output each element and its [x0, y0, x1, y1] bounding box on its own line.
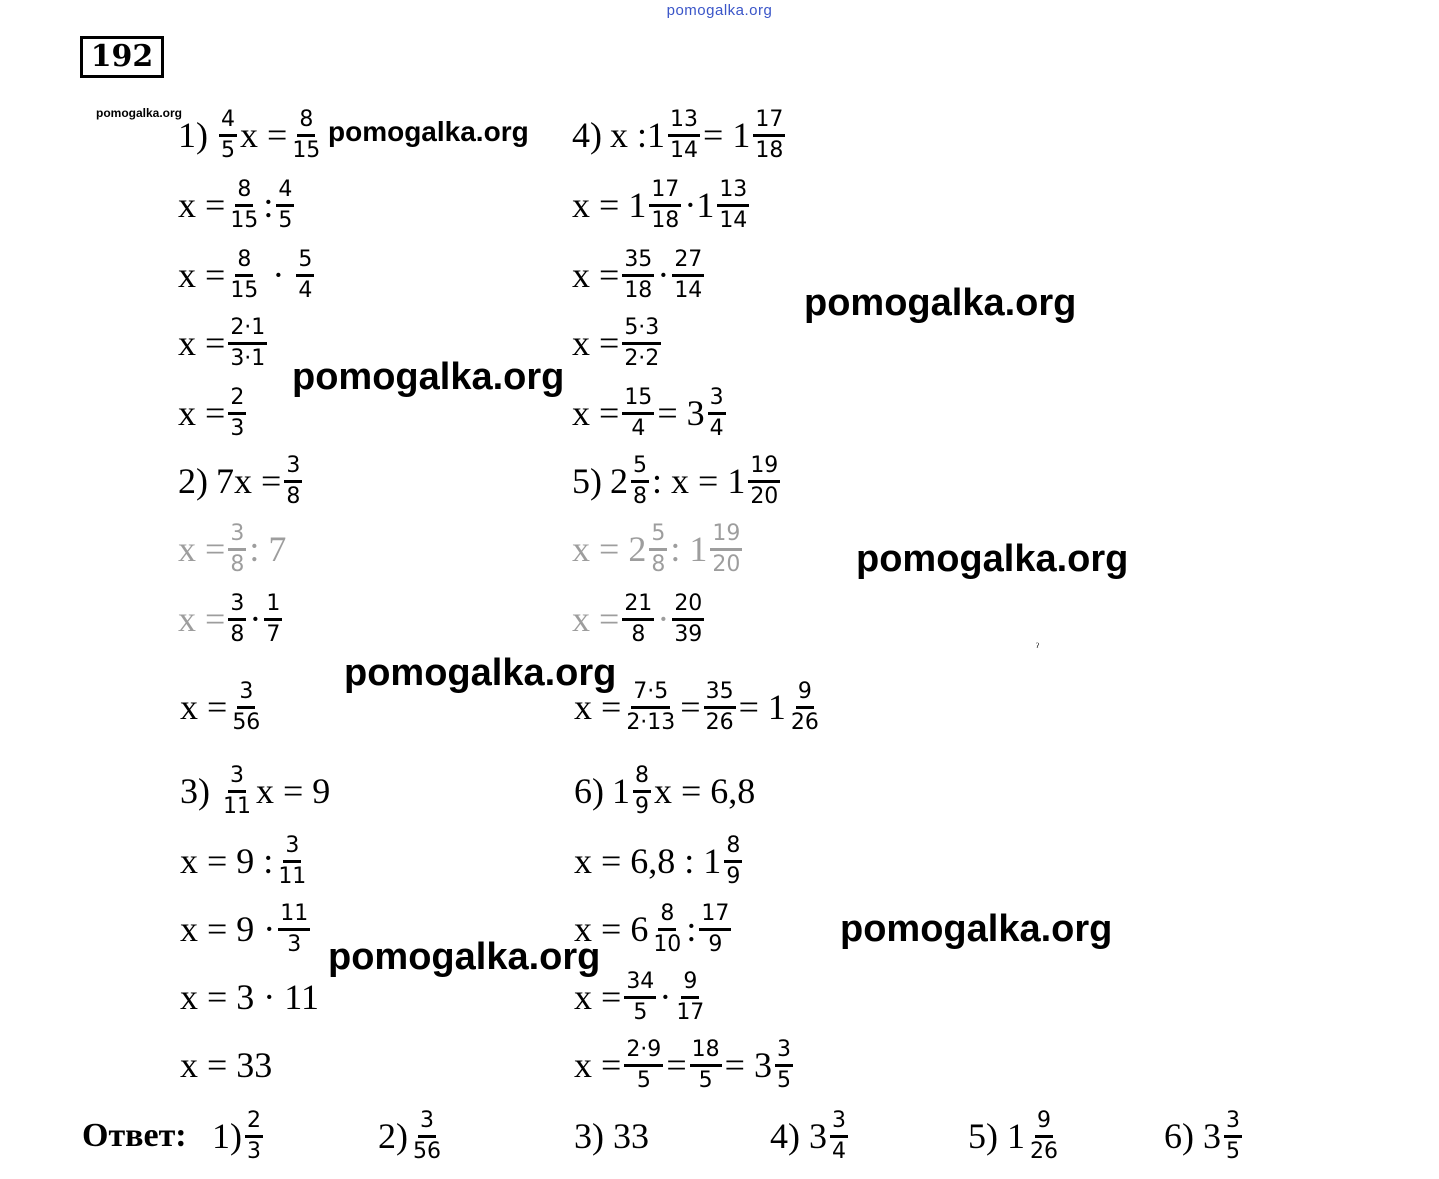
task1-line2: x = $\frac{8}{15}$ : $\frac{4}{5}$: [178, 177, 293, 233]
task5-line3: x = $\frac{21}{8}$ · $\frac{20}{39}$: [572, 591, 703, 647]
answer-6: 6) 3 $\frac{3}{5}$: [1164, 1108, 1240, 1164]
fraction: $\frac{5}{8}$: [651, 521, 666, 577]
fraction: $\frac{17}{18}$: [651, 177, 680, 233]
task6-label: 6): [574, 771, 604, 811]
fraction: $\frac{8}{9}$: [726, 833, 741, 889]
task4-line5: x = $\frac{15}{4}$ = 3 $\frac{3}{4}$: [572, 385, 724, 441]
task4-line2: x = 1 $\frac{17}{18}$ · 1 $\frac{13}{14}$: [572, 177, 748, 233]
stray-mark: ˀ: [1036, 640, 1039, 654]
fraction: $\frac{35}{26}$: [705, 679, 734, 735]
fraction: $\frac{9}{17}$: [676, 969, 705, 1025]
problem-number-box: 192: [80, 36, 164, 78]
answer-line: [82, 1100, 1382, 1172]
task1-line4: x = $\frac{2\cdot 1}{3\cdot 1}$: [178, 315, 266, 371]
fraction: $\frac{9}{26}$: [790, 679, 819, 735]
task2-line3: x = $\frac{3}{8}$ · $\frac{1}{7}$: [178, 591, 281, 647]
task5-line2: x = 2 $\frac{5}{8}$ : 1 $\frac{19}{20}$: [572, 521, 741, 577]
fraction: $\frac{8}{15}$: [230, 247, 259, 303]
fraction: $\frac{9}{26}$: [1030, 1108, 1058, 1164]
watermark: pomogalka.org: [292, 356, 565, 398]
fraction: $\frac{7\cdot 5}{2\cdot 13}$: [626, 679, 676, 735]
fraction: $\frac{17}{18}$: [755, 107, 784, 163]
watermark: pomogalka.org: [840, 908, 1113, 950]
answer-label: Ответ:: [82, 1117, 187, 1154]
task4-line3: x = $\frac{35}{18}$ · $\frac{27}{14}$: [572, 247, 703, 303]
fraction: $\frac{21}{8}$: [624, 591, 653, 647]
answer-1: 1) $\frac{2}{3}$: [212, 1108, 261, 1164]
fraction: $\frac{8}{15}$: [230, 177, 259, 233]
task2-line2: x = $\frac{3}{8}$ : 7: [178, 521, 287, 577]
task1-line3: x = $\frac{8}{15}$ · $\frac{5}{4}$: [178, 247, 313, 303]
watermark: pomogalka.org: [804, 282, 1077, 324]
task6-line1: 6) 1 $\frac{8}{9}$ x = 6,8: [574, 763, 756, 819]
fraction: $\frac{4}{5}$: [278, 177, 293, 233]
task3-line4: x = 3 · 11: [180, 977, 319, 1017]
fraction: $\frac{5}{8}$: [633, 453, 647, 509]
task6-line3: x = 6 $\frac{8}{10}$ : $\frac{17}{9}$: [574, 901, 730, 957]
top-watermark: pomogalka.org: [666, 2, 773, 19]
fraction: $\frac{8}{10}$: [653, 901, 682, 957]
task3-line3: x = 9 · $\frac{11}{3}$: [180, 901, 309, 957]
fraction: $\frac{35}{18}$: [624, 247, 653, 303]
fraction: $\frac{2\cdot 9}{5}$: [626, 1037, 662, 1093]
fraction: $\frac{34}{5}$: [626, 969, 655, 1025]
fraction: $\frac{19}{20}$: [712, 521, 741, 577]
fraction: $\frac{15}{4}$: [624, 385, 653, 441]
task2-line1: 2) 7x = $\frac{3}{8}$: [178, 453, 301, 509]
fraction: $\frac{1}{7}$: [266, 591, 281, 647]
answer-5: 5) 1 $\frac{9}{26}$: [968, 1108, 1058, 1164]
task1-label: 1): [178, 115, 208, 155]
fraction: $\frac{3}{8}$: [230, 591, 245, 647]
fraction: $\frac{3}{5}$: [776, 1037, 791, 1093]
task6-line5: x = $\frac{2\cdot 9}{5}$ = $\frac{18}{5}$ = 3 $\frac{3}{5}$: [574, 1037, 791, 1093]
fraction: $\frac{11}{3}$: [280, 901, 309, 957]
inline-watermark: pomogalka.org: [328, 116, 529, 147]
fraction: $\frac{13}{14}$: [719, 177, 748, 233]
fraction: $\frac{3}{8}$: [286, 453, 301, 509]
task3-label: 3): [180, 771, 210, 811]
fraction: $\frac{2}{3}$: [230, 385, 245, 441]
fraction: $\frac{27}{14}$: [674, 247, 703, 303]
task5-line4: x = $\frac{7\cdot 5}{2\cdot 13}$ = $\frac{35}{26}$ = 1 $\frac{9}{26}$: [574, 679, 819, 735]
task6-line2: x = 6,8 : 1 $\frac{8}{9}$: [574, 833, 741, 889]
task2-line4: x = $\frac{3}{56}$: [180, 679, 261, 735]
task1-line5: x = $\frac{2}{3}$: [178, 385, 245, 441]
watermark: pomogalka.org: [328, 936, 601, 978]
fraction: $\frac{13}{14}$: [670, 107, 699, 163]
fraction: $\frac{5\cdot 3}{2\cdot 2}$: [624, 315, 660, 371]
watermark: pomogalka.org: [344, 652, 617, 694]
task3-line2: x = 9 : $\frac{3}{11}$: [180, 833, 307, 889]
answer-2: 2) $\frac{3}{56}$: [378, 1108, 441, 1164]
task6-line4: x = $\frac{34}{5}$ · $\frac{9}{17}$: [574, 969, 705, 1025]
fraction: $\frac{3}{4}$: [832, 1108, 846, 1164]
task1-line1: 1) $\frac{4}{5}$ x = $\frac{8}{15}$: [178, 107, 321, 163]
task4-label: 4): [572, 115, 602, 155]
task4-line1: 4) x : 1 $\frac{13}{14}$ = 1 $\frac{17}{18}$: [572, 107, 784, 163]
task4-line4: x = $\frac{5\cdot 3}{2\cdot 2}$: [572, 315, 660, 371]
fraction: $\frac{3}{11}$: [223, 763, 251, 819]
fraction: $\frac{3}{56}$: [413, 1108, 441, 1164]
fraction: $\frac{3}{8}$: [230, 521, 245, 577]
fraction: $\frac{3}{56}$: [232, 679, 261, 735]
fraction: $\frac{2}{3}$: [247, 1108, 261, 1164]
fraction: $\frac{8}{15}$: [292, 107, 321, 163]
task5-line1: 5) 2 $\frac{5}{8}$ : x = 1 $\frac{19}{20}$: [572, 453, 779, 509]
task2-label: 2): [178, 461, 208, 501]
fraction: $\frac{3}{11}$: [278, 833, 307, 889]
fraction: $\frac{8}{9}$: [635, 763, 649, 819]
fraction: $\frac{5}{4}$: [298, 247, 313, 303]
task3-line1: 3) $\frac{3}{11}$ x = 9: [180, 763, 331, 819]
fraction: $\frac{19}{20}$: [750, 453, 779, 509]
fraction: $\frac{18}{5}$: [691, 1037, 720, 1093]
fraction: $\frac{3}{4}$: [709, 385, 724, 441]
answer-4: 4) 3 $\frac{3}{4}$: [770, 1108, 846, 1164]
task5-label: 5): [572, 461, 602, 501]
small-watermark: pomogalka.org: [96, 106, 183, 120]
fraction: $\frac{20}{39}$: [674, 591, 703, 647]
task3-line5: x = 33: [180, 1045, 273, 1085]
watermark: pomogalka.org: [856, 538, 1129, 580]
fraction: $\frac{17}{9}$: [701, 901, 730, 957]
answer-3: 3) 33: [574, 1116, 649, 1156]
fraction: $\frac{2\cdot 1}{3\cdot 1}$: [230, 315, 266, 371]
fraction: $\frac{3}{5}$: [1226, 1108, 1240, 1164]
fraction: $\frac{4}{5}$: [221, 107, 235, 163]
